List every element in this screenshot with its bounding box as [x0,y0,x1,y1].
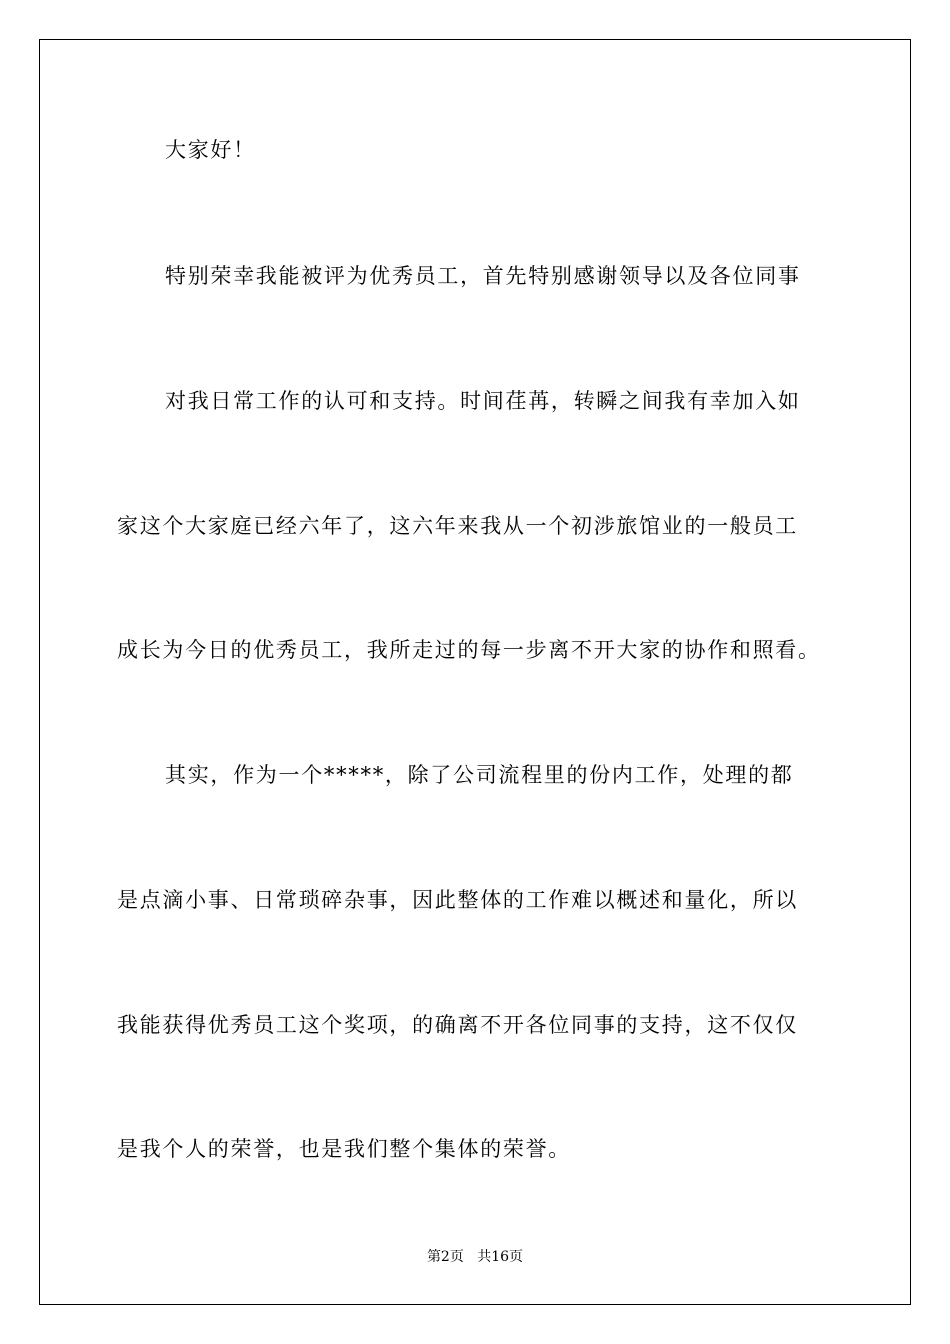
paragraph-1-line-4: 成长为今日的优秀员工，我所走过的每一步离不开大家的协作和照看。 [117,638,821,662]
paragraph-2-line-4: 是我个人的荣誉，也是我们整个集体的荣誉。 [117,1137,571,1161]
paragraph-2-line-2: 是点滴小事、日常琐碎杂事，因此整体的工作难以概述和量化，所以 [117,888,798,912]
greeting-line: 大家好！ [165,138,256,162]
page-number: 第2页 [426,1249,464,1265]
paragraph-2-line-1: 其实，作为一个*****，除了公司流程里的份内工作，处理的都 [165,763,794,787]
page-footer [0,1248,950,1266]
paragraph-1-line-1: 特别荣幸我能被评为优秀员工，首先特别感谢领导以及各位同事 [165,264,801,288]
page-total: 共16页 [477,1249,524,1265]
paragraph-1-line-2: 对我日常工作的认可和支持。时间荏苒，转瞬之间我有幸加入如 [165,389,801,413]
page-frame [39,39,911,1305]
paragraph-1-line-3: 家这个大家庭已经六年了，这六年来我从一个初涉旅馆业的一般员工 [117,514,798,538]
paragraph-2-line-3: 我能获得优秀员工这个奖项，的确离不开各位同事的支持，这不仅仅 [117,1013,798,1037]
